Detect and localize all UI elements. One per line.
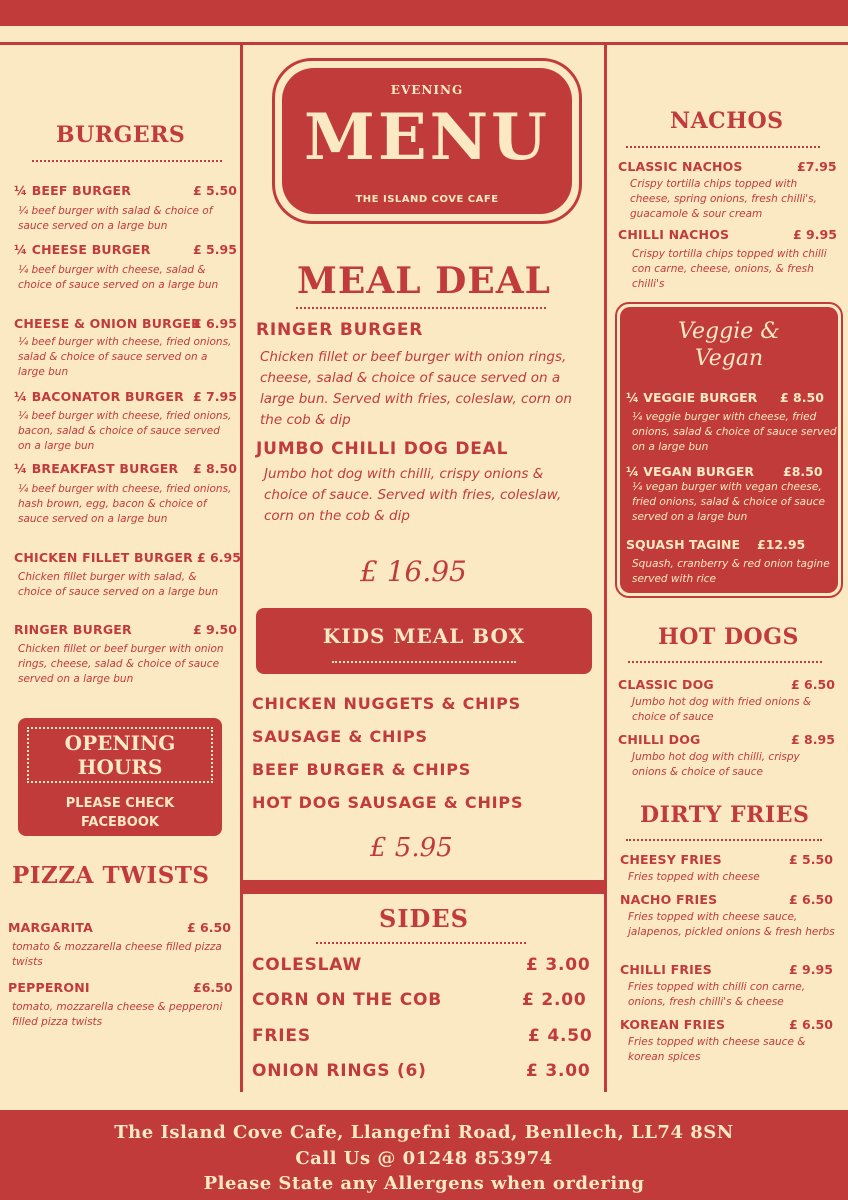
sides-title: SIDES — [379, 904, 469, 933]
menu-item-name: MARGARITA — [8, 920, 93, 935]
menu-item-price: £ 7.95 — [193, 389, 237, 404]
opening-hours-line1: PLEASE CHECK — [65, 796, 175, 811]
opening-hours-title-line2: HOURS — [77, 755, 163, 779]
opening-hours-box — [18, 718, 222, 836]
menu-item-name: ¼ BREAKFAST BURGER — [14, 461, 179, 476]
menu-item-price: £ 6.50 — [187, 920, 231, 935]
kids-meal-box-banner — [256, 608, 592, 674]
pizza-title: PIZZA TWISTS — [12, 862, 210, 889]
footer-allergens: Please State any Allergens when ordering — [203, 1173, 645, 1194]
footer — [0, 1110, 848, 1200]
cafe-name-label: THE ISLAND COVE CAFE — [355, 194, 499, 205]
menu-item-desc: ¼ beef burger with cheese, salad & choice of sauce served on a large bun — [18, 264, 219, 291]
menu-item-desc: ¼ veggie burger with cheese, fried onions, salad & choice of sauce served on a large bun — [632, 411, 837, 453]
hotdogs-title: HOT DOGS — [658, 624, 799, 650]
hotdogs-divider — [628, 661, 822, 663]
menu-item-name: CHEESY FRIES — [620, 852, 722, 867]
top-bar — [0, 0, 848, 26]
menu-item-desc: ¼ beef burger with salad & choice of sauce served on a large bun — [18, 205, 213, 232]
sides-divider-bar — [240, 880, 607, 894]
column-divider-left — [240, 42, 243, 1092]
menu-item-price: £ 5.50 — [193, 183, 237, 198]
burgers-title: BURGERS — [56, 122, 186, 148]
menu-item-name: CHILLI NACHOS — [618, 227, 730, 242]
meal-deal-item-desc: Jumbo hot dog with chilli, crispy onions & choice of sauce. Served with fries, coleslaw, corn on the cob & dip — [264, 466, 562, 524]
meal-deal-price: £ 16.95 — [360, 555, 467, 588]
menu-item-name: CLASSIC NACHOS — [618, 159, 743, 174]
menu-item-price: £8.50 — [783, 464, 823, 479]
menu-item-price: £ 9.95 — [793, 227, 837, 242]
kids-item: HOT DOG SAUSAGE & CHIPS — [252, 793, 524, 812]
menu-item-name: CHILLI FRIES — [620, 962, 712, 977]
side-item-name: CORN ON THE COB — [252, 990, 443, 1010]
menu-item-desc: ¼ beef burger with cheese, fried onions, hash brown, egg, bacon & choice of sauce served on a large bun — [18, 483, 232, 525]
menu-item-price: £6.50 — [193, 980, 233, 995]
menu-item-price: £ 6.95 — [197, 550, 241, 565]
menu-item-price: £ 9.95 — [789, 962, 833, 977]
kids-item: CHICKEN NUGGETS & CHIPS — [252, 694, 521, 713]
dirty-fries-title: DIRTY FRIES — [640, 802, 810, 828]
footer-phone: Call Us @ 01248 853974 — [295, 1148, 553, 1169]
opening-hours-text — [18, 794, 222, 832]
menu-item-name: ¼ CHEESE BURGER — [14, 242, 151, 257]
kids-item: BEEF BURGER & CHIPS — [252, 760, 472, 779]
evening-label: EVENING — [390, 83, 464, 97]
menu-item-price: £ 5.95 — [193, 242, 237, 257]
menu-item-desc: ¼ vegan burger with vegan cheese, fried onions, salad & choice of sauce served on a large bun — [632, 481, 825, 523]
side-item-price: £ 3.00 — [526, 955, 591, 975]
kids-item: SAUSAGE & CHIPS — [252, 727, 428, 746]
menu-item-name: ¼ BACONATOR BURGER — [14, 389, 184, 404]
sides-divider — [316, 942, 526, 944]
kids-meal-price: £ 5.95 — [370, 833, 453, 863]
menu-item-price: £ 6.50 — [791, 677, 835, 692]
menu-item-name: CLASSIC DOG — [618, 677, 714, 692]
column-divider-right — [604, 42, 607, 1092]
menu-item-desc: tomato, mozzarella cheese & pepperoni filled pizza twists — [12, 1001, 223, 1028]
veggie-title — [620, 318, 838, 372]
menu-item-name: ¼ VEGGIE BURGER — [626, 390, 758, 405]
side-item-price: £ 3.00 — [526, 1061, 591, 1081]
nachos-divider — [626, 146, 820, 148]
frame-top-line — [0, 42, 848, 45]
meal-deal-divider — [296, 307, 546, 309]
menu-item-desc: ¼ beef burger with cheese, fried onions, salad & choice of sauce served on a large bun — [18, 336, 232, 378]
menu-item-price: £ 6.50 — [789, 1017, 833, 1032]
meal-deal-title: MEAL DEAL — [297, 260, 551, 302]
side-item-price: £ 2.00 — [522, 990, 587, 1010]
opening-hours-title — [18, 731, 222, 779]
menu-item-name: CHEESE & ONION BURGER — [14, 316, 201, 331]
burgers-divider — [32, 160, 222, 162]
menu-badge — [282, 68, 572, 214]
menu-item-name: RINGER BURGER — [14, 622, 132, 637]
menu-item-desc: Fries topped with cheese sauce, jalapenos, pickled onions & fresh herbs — [628, 911, 835, 938]
menu-item-name: PEPPERONI — [8, 980, 90, 995]
menu-item-price: £ 8.95 — [791, 732, 835, 747]
menu-item-desc: Crispy tortilla chips topped with cheese, spring onions, fresh chilli's, guacamole & sour cream — [630, 178, 817, 220]
side-item-name: COLESLAW — [252, 955, 362, 975]
menu-item-desc: ¼ beef burger with cheese, fried onions, bacon, salad & choice of sauce served on a large bun — [18, 410, 232, 452]
veggie-title-line1: Veggie & — [678, 319, 780, 344]
meal-deal-item-name: RINGER BURGER — [256, 320, 424, 340]
side-item-name: ONION RINGS (6) — [252, 1061, 427, 1081]
menu-item-desc: tomato & mozzarella cheese filled pizza twists — [12, 941, 222, 968]
menu-item-desc: Crispy tortilla chips topped with chilli con carne, cheese, onions, & fresh chilli's — [632, 248, 827, 290]
menu-item-name: NACHO FRIES — [620, 892, 718, 907]
menu-item-name: CHILLI DOG — [618, 732, 701, 747]
menu-item-name: ¼ BEEF BURGER — [14, 183, 132, 198]
menu-item-desc: Fries topped with cheese — [628, 871, 760, 883]
nachos-title: NACHOS — [670, 108, 784, 134]
menu-item-price: £ 9.50 — [193, 622, 237, 637]
meal-deal-item-desc: Chicken fillet or beef burger with onion rings, cheese, salad & choice of sauce served on a large bun. Served with fries, coleslaw, corn on the cob & dip — [260, 349, 572, 428]
footer-address: The Island Cove Cafe, Llangefni Road, Benllech, LL74 8SN — [114, 1122, 734, 1143]
menu-item-price: £ 6.95 — [193, 316, 237, 331]
menu-item-desc: Chicken fillet burger with salad, & choice of sauce served on a large bun — [18, 571, 219, 598]
kids-meal-divider — [332, 661, 516, 663]
menu-title: MENU — [304, 100, 550, 175]
kids-meal-title: KIDS MEAL BOX — [322, 624, 526, 648]
opening-hours-title-line1: OPENING — [64, 731, 176, 755]
menu-item-price: £ 8.50 — [780, 390, 824, 405]
menu-item-price: £ 8.50 — [193, 461, 237, 476]
menu-item-name: KOREAN FRIES — [620, 1017, 726, 1032]
menu-item-desc: Jumbo hot dog with fried onions & choice of sauce — [632, 696, 812, 723]
menu-item-name: ¼ VEGAN BURGER — [626, 464, 754, 479]
side-item-price: £ 4.50 — [528, 1026, 593, 1046]
menu-item-name: CHICKEN FILLET BURGER — [14, 550, 193, 565]
dirty-fries-divider — [626, 839, 822, 841]
menu-item-desc: Fries topped with chilli con carne, onions, fresh chilli's & cheese — [628, 981, 806, 1008]
menu-item-price: £12.95 — [757, 537, 806, 552]
meal-deal-item-name: JUMBO CHILLI DOG DEAL — [256, 439, 509, 459]
veggie-title-line2: Vegan — [694, 346, 764, 371]
menu-item-desc: Chicken fillet or beef burger with onion rings, cheese, salad & choice of sauce served on a large bun — [18, 643, 224, 685]
menu-item-desc: Fries topped with cheese sauce & korean spices — [628, 1036, 806, 1063]
opening-hours-line2: FACEBOOK — [81, 815, 159, 830]
menu-item-name: SQUASH TAGINE — [626, 537, 741, 552]
side-item-name: FRIES — [252, 1026, 311, 1046]
menu-item-price: £7.95 — [797, 159, 837, 174]
menu-item-price: £ 6.50 — [789, 892, 833, 907]
menu-item-price: £ 5.50 — [789, 852, 833, 867]
menu-item-desc: Squash, cranberry & red onion tagine served with rice — [632, 558, 830, 585]
menu-item-desc: Jumbo hot dog with chilli, crispy onions & choice of sauce — [632, 751, 800, 778]
